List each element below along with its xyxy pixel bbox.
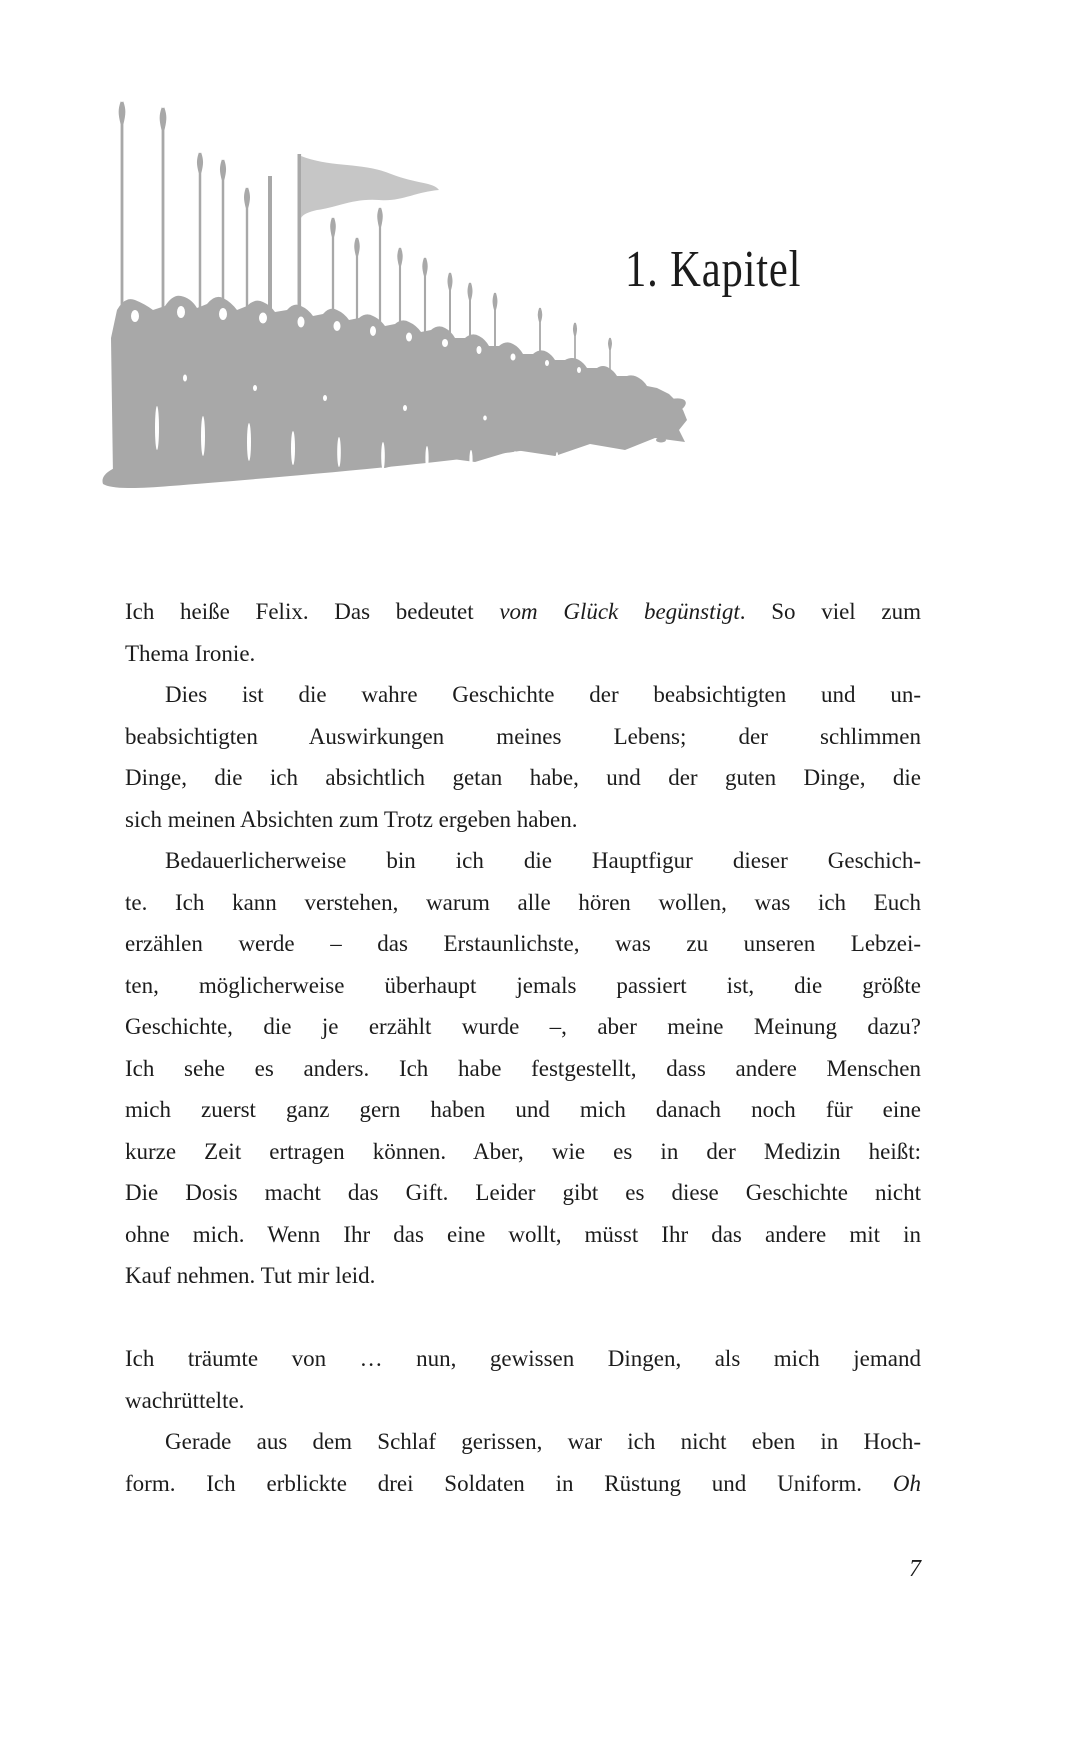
text-segment: . So viel zum xyxy=(739,599,921,624)
text-line xyxy=(125,1131,921,1173)
flag-icon xyxy=(301,156,439,218)
text-line xyxy=(125,633,921,675)
text-line xyxy=(125,1463,921,1505)
army-illustration xyxy=(95,98,690,490)
text-line xyxy=(125,1089,921,1131)
page-number: 7 xyxy=(909,1556,921,1582)
text-segment: Ich sehe es anders. Ich habe festgestellt, dass andere Menschen xyxy=(125,1055,921,1081)
text-line xyxy=(125,1380,921,1422)
text-line xyxy=(125,1214,921,1256)
text-segment: Ich träumte von … nun, gewissen Dingen, als mich jemand xyxy=(125,1346,921,1371)
text-segment: Geschichte, die je erzählt wurde –, aber meine Meinung dazu? xyxy=(125,1014,921,1039)
text-segment: Thema Ironie. xyxy=(125,640,256,666)
text-segment: beabsichtigten Auswirkungen meines Lebens; der schlimmen xyxy=(125,723,921,749)
text-line xyxy=(125,591,921,633)
text-line xyxy=(125,882,921,924)
text-segment: Ich heiße Felix. Das bedeutet xyxy=(125,599,500,624)
text-line xyxy=(125,1172,921,1214)
text-line xyxy=(125,965,921,1007)
text-segment: mich zuerst ganz gern haben und mich danach noch für eine xyxy=(125,1097,921,1122)
ground-speck-icon xyxy=(635,417,651,423)
text-line xyxy=(125,674,921,716)
text-segment: kurze Zeit ertragen können. Aber, wie es in der Medizin heißt: xyxy=(125,1138,921,1164)
text-segment: Dies ist die wahre Geschichte der beabsichtigten und un- xyxy=(165,682,921,707)
text-line xyxy=(125,1338,921,1380)
text-segment: ten, möglicherweise überhaupt jemals passiert ist, die größte xyxy=(125,972,921,998)
text-segment: form. Ich erblickte drei Soldaten in Rüstung und Uniform. xyxy=(125,1470,893,1496)
body-text xyxy=(125,591,921,1504)
text-line xyxy=(125,1255,921,1297)
text-segment: wachrüttelte. xyxy=(125,1387,245,1413)
italic-text: Oh xyxy=(892,1470,921,1496)
ground-speck-icon xyxy=(656,438,666,443)
italic-text: vom Glück begünstigt xyxy=(499,599,740,624)
text-segment: erzählen werde – das Erstaunlichste, was zu unseren Lebzei- xyxy=(125,931,921,956)
text-segment: Kauf nehmen. Tut mir leid. xyxy=(125,1263,376,1288)
text-segment: ohne mich. Wenn Ihr das eine wollt, müsst Ihr das andere mit in xyxy=(125,1221,921,1247)
text-segment: Die Dosis macht das Gift. Leider gibt es diese Geschichte nicht xyxy=(125,1180,921,1205)
chapter-heading: 1. Kapitel xyxy=(625,241,802,298)
text-segment: Gerade aus dem Schlaf gerissen, war ich nicht eben in Hoch- xyxy=(165,1429,921,1454)
text-line xyxy=(125,1421,921,1463)
text-line xyxy=(125,799,921,841)
text-line xyxy=(125,716,921,758)
text-segment: te. Ich kann verstehen, warum alle hören wollen, was ich Euch xyxy=(125,889,921,915)
text-line xyxy=(125,840,921,882)
text-line xyxy=(125,757,921,799)
text-segment: Dinge, die ich absichtlich getan habe, und der guten Dinge, die xyxy=(125,765,921,790)
text-segment: Bedauerlicherweise bin ich die Hauptfigur dieser Geschich- xyxy=(165,848,921,873)
text-line xyxy=(125,1048,921,1090)
text-segment: sich meinen Absichten zum Trotz ergeben haben. xyxy=(125,806,578,832)
text-line xyxy=(125,923,921,965)
scene-break xyxy=(125,1297,921,1339)
text-line xyxy=(125,1006,921,1048)
